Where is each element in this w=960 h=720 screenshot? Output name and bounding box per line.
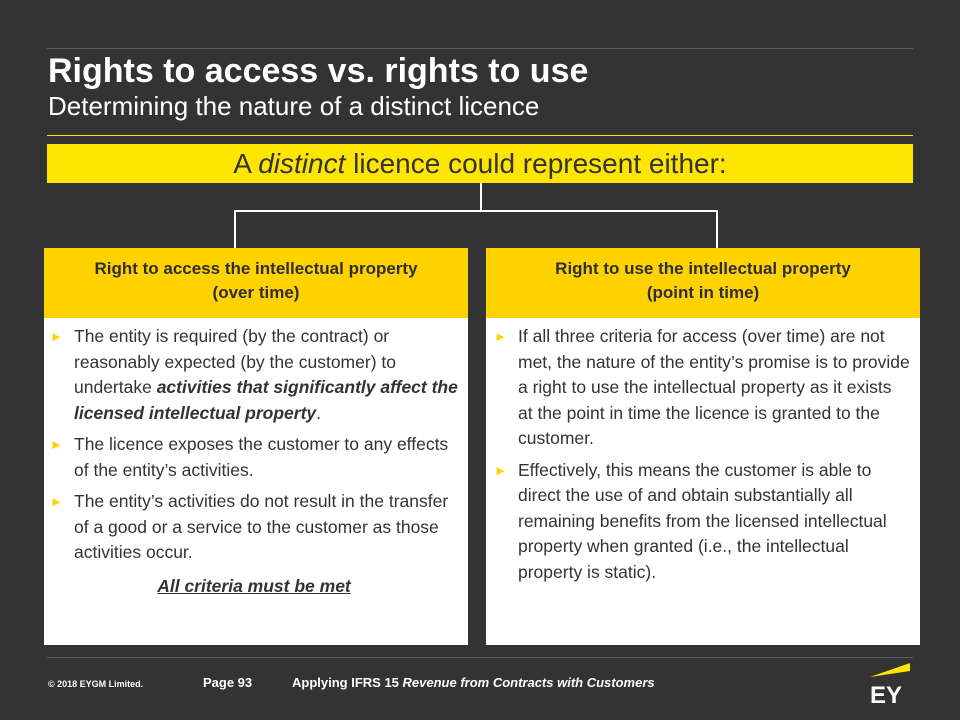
right-heading-line2: (point in time) [646, 283, 760, 302]
bullet-emphasis: activities that significantly affect the licensed intellectual property [74, 377, 458, 423]
banner-emphasis: distinct [258, 148, 346, 179]
left-heading-line2: (over time) [212, 283, 300, 302]
bullet-text: The licence exposes the customer to any effects of the entity’s activities. [74, 434, 449, 480]
list-item [48, 489, 460, 566]
banner-prefix: A [233, 148, 259, 179]
document-title [292, 675, 655, 690]
page-subtitle: Determining the nature of a distinct licence [48, 91, 540, 121]
document-title-prefix: Applying IFRS 15 [292, 675, 403, 690]
bullet-arrow-icon: ► [50, 329, 63, 344]
bullet-text: The entity is required (by the contract) or reasonably expected (by the customer) to undertake [74, 326, 396, 397]
bullet-text-end: . [316, 402, 322, 423]
connector-bar [234, 210, 718, 212]
right-column-heading [486, 248, 920, 318]
list-item [48, 432, 460, 483]
banner-suffix: licence could represent either: [345, 148, 727, 179]
copyright: © 2018 EYGM Limited. [48, 679, 144, 689]
bullet-arrow-icon: ► [494, 329, 507, 344]
footer-divider [47, 657, 913, 658]
logo-text: EY [870, 682, 903, 708]
banner [47, 144, 913, 183]
ey-logo-icon [866, 660, 914, 708]
bullet-text: If all three criteria for access (over time) are not met, the nature of the entity’s promise is to provide a right to use the intellectual property as it exists at the point in time the licence is granted to the customer. [518, 326, 910, 448]
bullet-arrow-icon: ► [494, 462, 507, 478]
list-item [492, 458, 910, 586]
connector-right [716, 210, 718, 248]
right-bullet-list [492, 324, 910, 585]
document-title-italic: Revenue from Contracts with Customers [402, 675, 655, 690]
bullet-arrow-icon: ► [50, 437, 63, 452]
left-column-body [44, 318, 468, 645]
accent-divider [47, 135, 913, 136]
connector-left [234, 210, 236, 248]
left-heading-line1: Right to access the intellectual property [94, 259, 418, 278]
criteria-note: All criteria must be met [157, 575, 351, 596]
bullet-text: Effectively, this means the customer is able to direct the use of and obtain substantially all remaining benefits from the licensed intellectual property when granted (i.e., the intellectual property is static). [518, 459, 887, 582]
page-number: Page 93 [203, 675, 253, 690]
right-column-body [486, 318, 920, 645]
top-divider [47, 48, 913, 49]
list-item [48, 324, 460, 426]
left-column-heading [44, 248, 468, 318]
page-title: Rights to access vs. rights to use [48, 52, 589, 90]
list-item [492, 324, 910, 452]
right-heading-line1: Right to use the intellectual property [555, 259, 851, 278]
bullet-text: The entity’s activities do not result in the transfer of a good or a service to the customer as those activities occur. [74, 491, 449, 562]
connector-stem [480, 183, 482, 211]
left-bullet-list [48, 324, 460, 566]
bullet-arrow-icon: ► [50, 494, 63, 509]
